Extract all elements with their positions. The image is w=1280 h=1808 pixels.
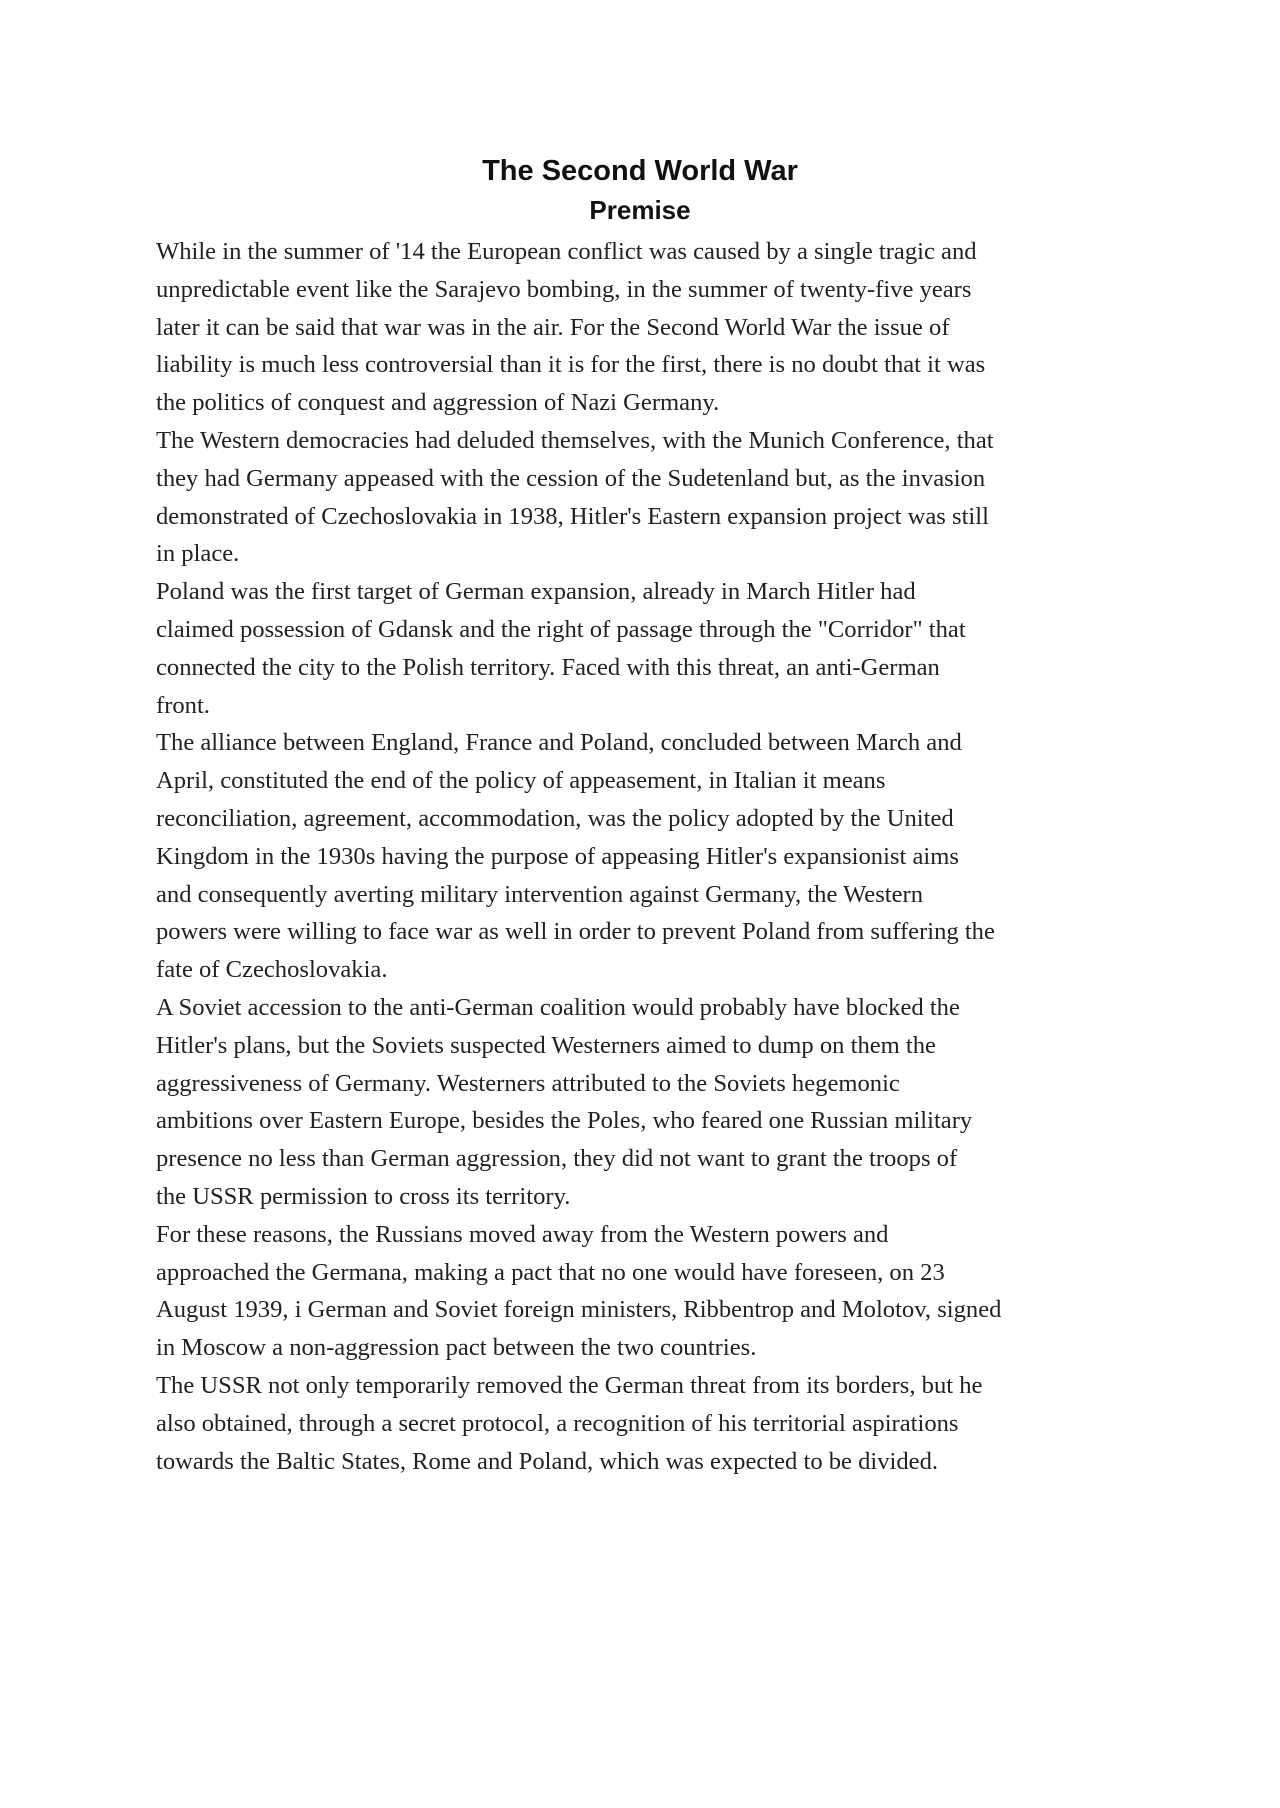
text-line: the politics of conquest and aggression of Nazi Germany. [156, 389, 720, 417]
text-line: later it can be said that war was in the air. For the Second World War the issue of [156, 313, 950, 341]
text-line: and consequently averting military intervention against Germany, the Western [156, 880, 924, 908]
text-line: Hitler's plans, but the Soviets suspected Westerners aimed to dump on them the [156, 1031, 936, 1059]
text-line: connected the city to the Polish territory. Faced with this threat, an anti-German [156, 653, 940, 681]
text-line: unpredictable event like the Sarajevo bombing, in the summer of twenty-five years [156, 275, 972, 303]
text-line: ambitions over Eastern Europe, besides the Poles, who feared one Russian military [156, 1107, 973, 1135]
text-line: powers were willing to face war as well in order to prevent Poland from suffering the [156, 918, 995, 946]
text-line: Poland was the first target of German expansion, already in March Hitler had [156, 578, 916, 606]
text-line: front. [156, 691, 210, 719]
text-line: Kingdom in the 1930s having the purpose of appeasing Hitler's expansionist aims [156, 842, 959, 870]
text-line: towards the Baltic States, Rome and Poland, which was expected to be divided. [156, 1447, 939, 1475]
text-line: presence no less than German aggression, they did not want to grant the troops of [156, 1145, 958, 1173]
text-line: also obtained, through a secret protocol, a recognition of his territorial aspirations [156, 1409, 959, 1437]
text-line: reconciliation, agreement, accommodation, was the policy adopted by the United [156, 804, 954, 832]
text-line: While in the summer of '14 the European conflict was caused by a single tragic and [156, 238, 977, 265]
text-line: demonstrated of Czechoslovakia in 1938, Hitler's Eastern expansion project was still [156, 502, 989, 530]
text-line: The USSR not only temporarily removed the German threat from its borders, but he [156, 1371, 983, 1399]
text-line: April, constituted the end of the policy of appeasement, in Italian it means [156, 767, 886, 795]
text-line: A Soviet accession to the anti-German coalition would probably have blocked the [156, 993, 960, 1021]
text-line: in Moscow a non-aggression pact between the two countries. [156, 1334, 757, 1362]
text-line: they had Germany appeased with the cession of the Sudetenland but, as the invasion [156, 464, 986, 492]
text-line: in place. [156, 540, 240, 568]
text-line: claimed possession of Gdansk and the right of passage through the "Corridor" that [156, 615, 966, 643]
text-line: approached the Germana, making a pact that no one would have foreseen, on 23 [156, 1258, 945, 1286]
text-line: aggressiveness of Germany. Westerners attributed to the Soviets hegemonic [156, 1069, 900, 1097]
body-text [156, 233, 1136, 1480]
text-line: August 1939, i German and Soviet foreign ministers, Ribbentrop and Molotov, signed [156, 1296, 1002, 1324]
text-line: The Western democracies had deluded themselves, with the Munich Conference, that [156, 426, 994, 454]
text-line: For these reasons, the Russians moved away from the Western powers and [156, 1220, 889, 1248]
page-title: The Second World War [482, 155, 798, 187]
section-heading: Premise [589, 195, 691, 225]
text-line: The alliance between England, France and Poland, concluded between March and [156, 729, 962, 757]
text-line: the USSR permission to cross its territory. [156, 1182, 571, 1210]
text-line: fate of Czechoslovakia. [156, 956, 388, 984]
text-line: liability is much less controversial than it is for the first, there is no doubt that it was [156, 351, 986, 379]
